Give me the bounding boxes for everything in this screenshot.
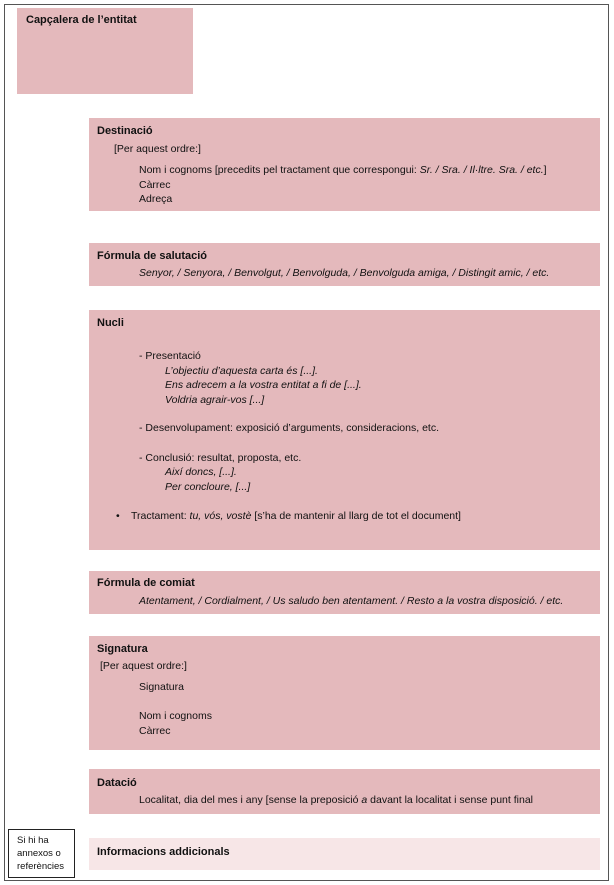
nucli-block <box>89 310 600 550</box>
nucli-bullet: • <box>116 510 120 522</box>
comiat-examples: Atentament, / Cordialment, / Us saludo ben atentament. / Resto a la vostra disposició. / etc. <box>139 595 564 607</box>
nucli-presentacio-example-3: Voldria agrair-vos [...] <box>165 394 265 406</box>
signatura-line-carrec: Càrrec <box>139 725 171 737</box>
signatura-block <box>89 636 600 750</box>
comiat-block <box>89 571 600 614</box>
datacio-text <box>139 794 533 806</box>
informacions-block <box>89 838 600 870</box>
nucli-presentacio: - Presentació <box>139 350 201 362</box>
salutacio-block <box>89 243 600 286</box>
nucli-tractament-prefix: Tractament: <box>131 510 190 522</box>
header-title: Capçalera de l’entitat <box>26 14 137 26</box>
nucli-conclusio-example-1: Així doncs, [...]. <box>165 466 237 478</box>
destinacio-line-name-italic: Sr. / Sra. / Il·ltre. Sra. / etc. <box>419 164 544 176</box>
comiat-title: Fórmula de comiat <box>97 577 195 589</box>
destinacio-line-name <box>139 164 547 176</box>
signatura-line-nom: Nom i cognoms <box>139 710 212 722</box>
destinacio-block <box>89 118 600 211</box>
nucli-presentacio-example-1: L’objectiu d’aquesta carta és [...]. <box>165 365 318 377</box>
salutacio-title: Fórmula de salutació <box>97 250 208 262</box>
datacio-title: Datació <box>97 777 137 789</box>
nucli-conclusio: - Conclusió: resultat, proposta, etc. <box>139 452 302 464</box>
destinacio-line-name-suffix: ] <box>543 164 547 176</box>
signatura-line-signatura: Signatura <box>139 681 184 693</box>
destinacio-line-name-prefix: Nom i cognoms [precedits pel tractament que correspongui: <box>139 164 420 176</box>
header-block <box>17 8 193 94</box>
destinacio-title: Destinació <box>97 125 153 137</box>
datacio-block <box>89 769 600 814</box>
nucli-tractament <box>131 510 461 522</box>
annexos-note-line-3: referències <box>17 861 64 872</box>
datacio-text-italic: a <box>361 794 368 806</box>
datacio-text-suffix: davant la localitat i sense punt final <box>367 794 533 806</box>
nucli-tractament-suffix: [s’ha de mantenir al llarg de tot el document] <box>251 510 461 522</box>
salutacio-examples: Senyor, / Senyora, / Benvolgut, / Benvolguda, / Benvolguda amiga, / Distingit amic, / etc. <box>139 267 550 279</box>
annexos-note <box>8 829 75 878</box>
nucli-conclusio-example-2: Per concloure, [...] <box>165 481 251 493</box>
annexos-note-line-2: annexos o <box>17 848 61 859</box>
nucli-title: Nucli <box>97 317 124 329</box>
datacio-text-prefix: Localitat, dia del mes i any [sense la preposició <box>139 794 362 806</box>
signatura-order-note: [Per aquest ordre:] <box>100 660 187 672</box>
destinacio-order-note: [Per aquest ordre:] <box>114 143 201 155</box>
annexos-note-line-1: Si hi ha <box>17 835 49 846</box>
informacions-title: Informacions addicionals <box>97 846 230 858</box>
nucli-tractament-italic: tu, vós, vostè <box>189 510 252 522</box>
signatura-title: Signatura <box>97 643 148 655</box>
nucli-presentacio-example-2: Ens adrecem a la vostra entitat a fi de [...]. <box>165 379 362 391</box>
destinacio-line-adreca: Adreça <box>139 193 173 205</box>
destinacio-line-carrec: Càrrec <box>139 179 171 191</box>
nucli-desenvolupament: - Desenvolupament: exposició d’arguments, consideracions, etc. <box>139 422 439 434</box>
